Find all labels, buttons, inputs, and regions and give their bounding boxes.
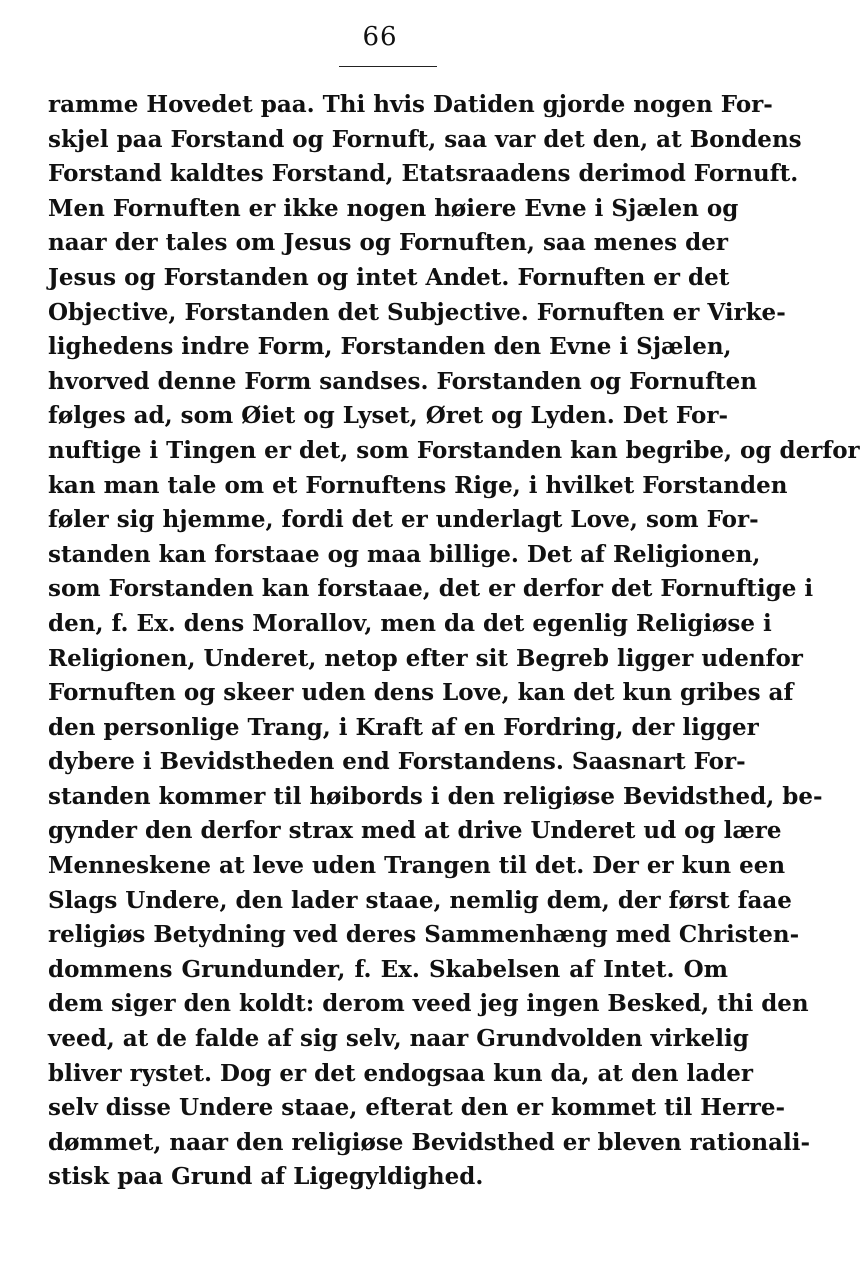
text-line: naar der tales om Jesus og Fornuften, saa menes der [48, 229, 728, 257]
text-line: Jesus og Forstanden og intet Andet. Fornuften er det [48, 263, 730, 291]
text-line: følges ad, som Øiet og Lyset, Øret og Lyden. Det For- [48, 402, 728, 430]
header-rule [339, 66, 437, 67]
text-line: dømmet, naar den religiøse Bevidsthed er bleven rationali- [48, 1128, 811, 1156]
text-line: hvorved denne Form sandses. Forstanden og Fornuften [48, 367, 757, 395]
page-number: 66 [362, 22, 398, 52]
text-line: stisk paa Grund af Ligegyldighed. [48, 1163, 484, 1191]
text-line: veed, at de falde af sig selv, naar Grundvolden virkelig [48, 1025, 749, 1053]
text-line: bliver rystet. Dog er det endogsaa kun da, at den lader [48, 1059, 753, 1087]
text-line: nuftige i Tingen er det, som Forstanden kan begribe, og derfor [48, 436, 860, 464]
text-line: som Forstanden kan forstaae, det er derfor det Fornuftige i [48, 575, 814, 603]
text-line: ramme Hovedet paa. Thi hvis Datiden gjorde nogen For- [48, 91, 773, 118]
text-line: den personlige Trang, i Kraft af en Fordring, der ligger [48, 713, 759, 741]
text-line: lighedens indre Form, Forstanden den Evne i Sjælen, [48, 333, 732, 361]
text-line: gynder den derfor strax med at drive Underet ud og lære [48, 817, 782, 845]
text-line: kan man tale om et Fornuftens Rige, i hvilket Forstanden [48, 471, 788, 499]
text-line: dommens Grundunder, f. Ex. Skabelsen af Intet. Om [48, 955, 728, 983]
text-line: skjel paa Forstand og Fornuft, saa var det den, at Bondens [48, 125, 802, 153]
text-line: religiøs Betydning ved deres Sammenhæng med Christen- [48, 921, 800, 949]
text-line: selv disse Undere staae, efterat den er kommet til Herre- [48, 1094, 786, 1122]
text-line: Religionen, Underet, netop efter sit Begreb ligger udenfor [48, 644, 803, 672]
body-text [48, 88, 860, 1195]
text-line: dem siger den koldt: derom veed jeg ingen Besked, thi den [48, 990, 809, 1018]
text-line: den, f. Ex. dens Morallov, men da det egenlig Religiøse i [48, 609, 772, 637]
text-line: Slags Undere, den lader staae, nemlig dem, der først faae [48, 886, 792, 914]
text-line: føler sig hjemme, fordi det er underlagt Love, som For- [48, 506, 759, 534]
text-line: Men Fornuften er ikke nogen høiere Evne i Sjælen og [48, 194, 739, 222]
text-line: standen kommer til høibords i den religiøse Bevidsthed, be- [48, 782, 823, 810]
text-line: dybere i Bevidstheden end Forstandens. Saasnart For- [48, 748, 746, 776]
text-line: Objective, Forstanden det Subjective. Fornuften er Virke- [48, 298, 786, 326]
text-line: Menneskene at leve uden Trangen til det. Der er kun een [48, 852, 786, 880]
text-line: Forstand kaldtes Forstand, Etatsraadens derimod Fornuft. [48, 160, 799, 188]
text-line: Fornuften og skeer uden dens Love, kan det kun gribes af [48, 679, 794, 707]
text-line: standen kan forstaae og maa billige. Det af Religionen, [48, 540, 761, 568]
